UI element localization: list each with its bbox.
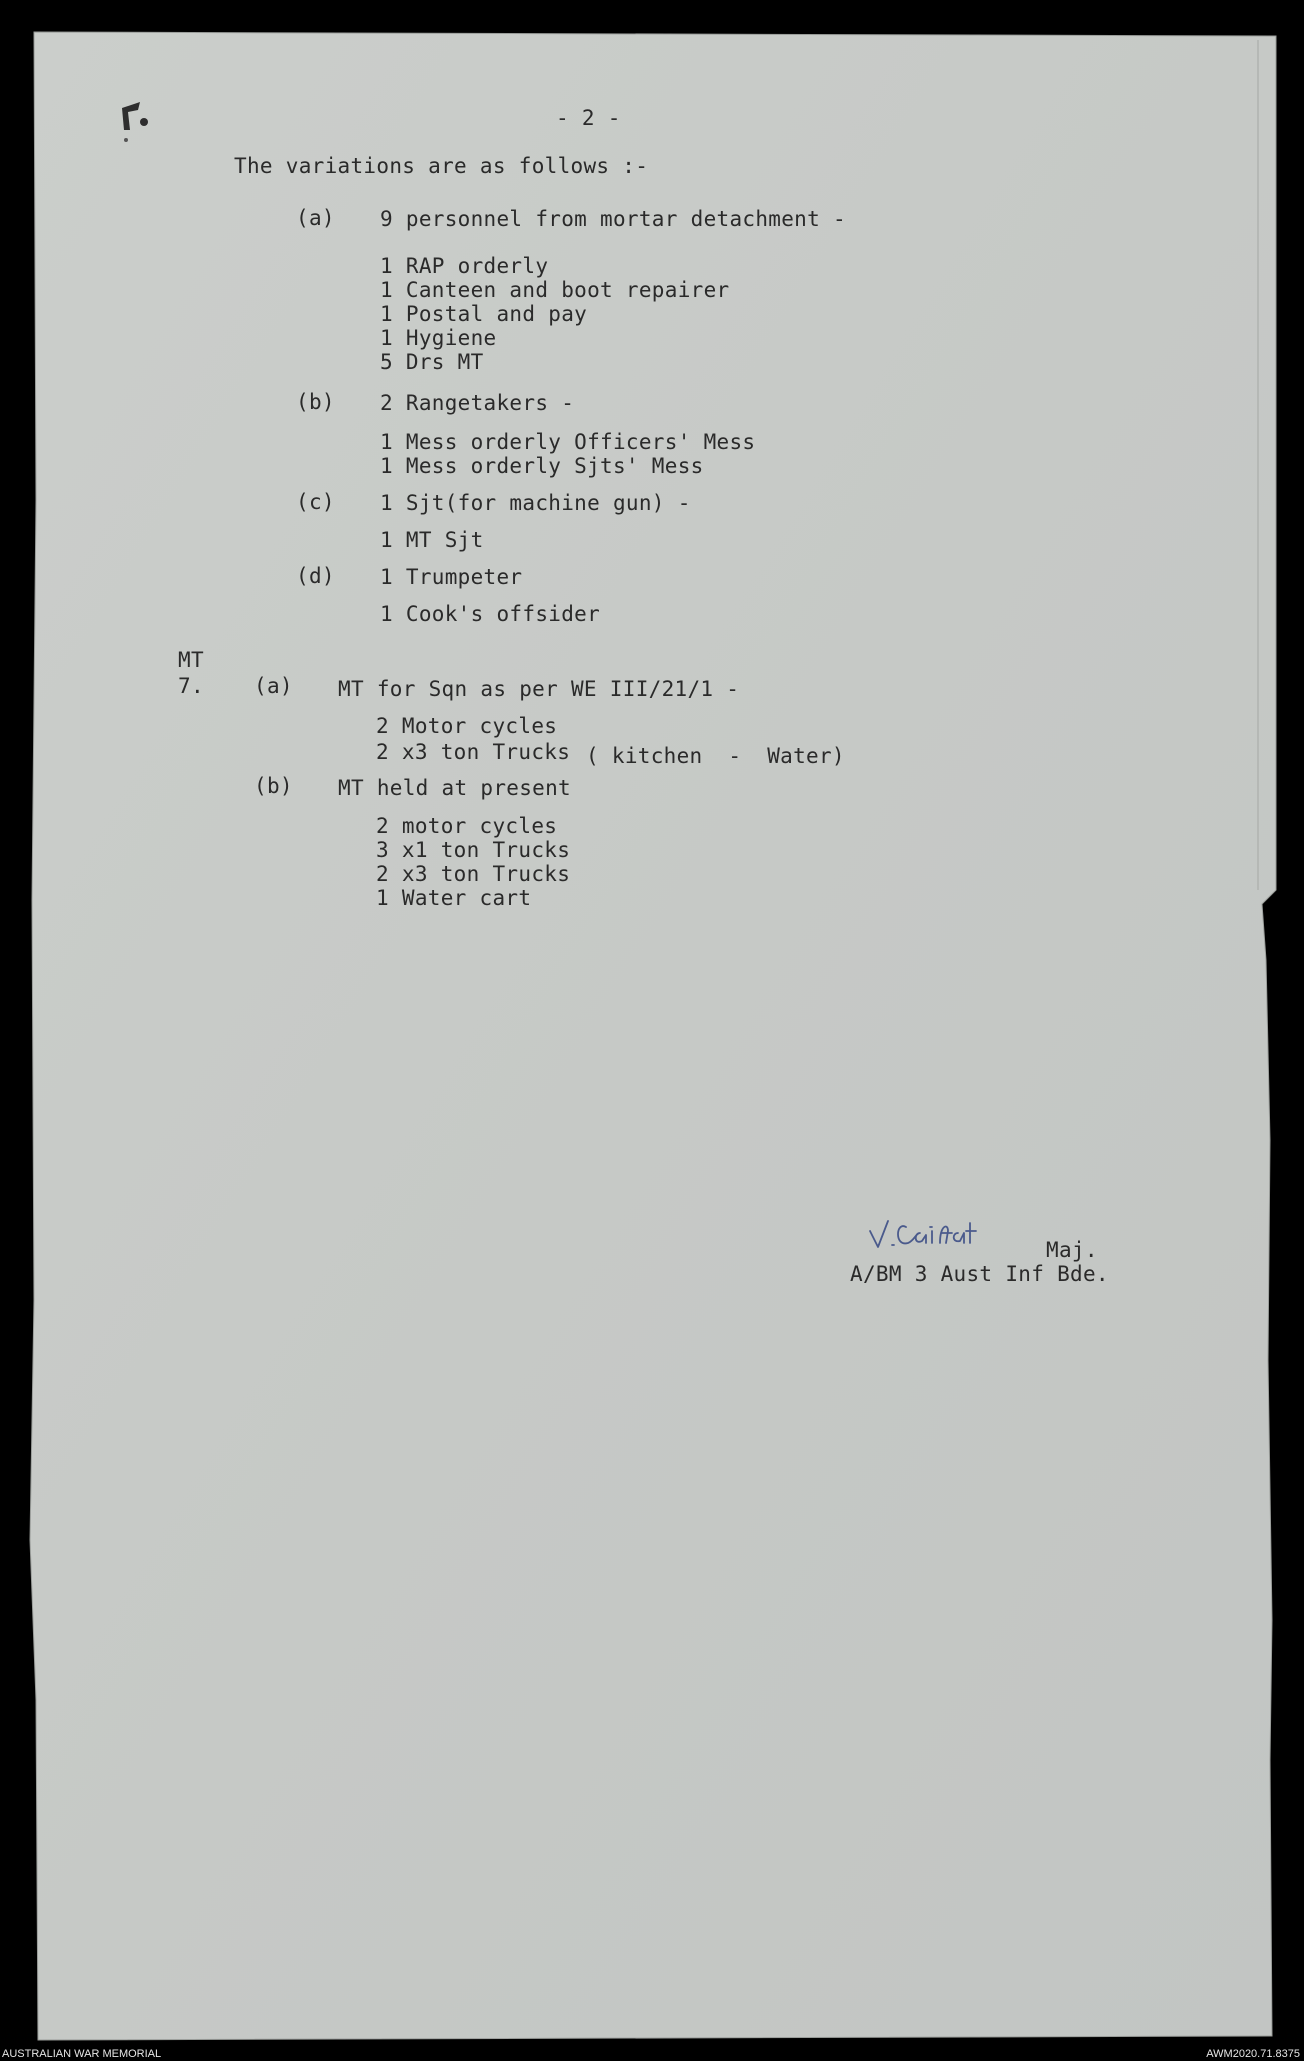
mt-b-item: 1 Water cart bbox=[376, 886, 532, 910]
section-a-item: 5 Drs MT bbox=[380, 350, 484, 374]
section-a-item: 1 Canteen and boot repairer bbox=[380, 278, 730, 302]
mt-a-label: (a) bbox=[254, 674, 293, 698]
mt-a-item: 2 x3 ton Trucks bbox=[376, 740, 571, 764]
footer-reference: AWM2020.71.8375 bbox=[1206, 2048, 1300, 2060]
paragraph-number: 7. bbox=[178, 674, 204, 698]
ink-annotation-mark bbox=[114, 96, 154, 146]
section-a-text: 9 personnel from mortar detachment - bbox=[380, 207, 846, 231]
mt-b-item: 2 motor cycles bbox=[376, 814, 558, 838]
section-c-label: (c) bbox=[296, 490, 335, 514]
signature-appointment: A/BM 3 Aust Inf Bde. bbox=[850, 1262, 1109, 1286]
section-a-item: 1 Postal and pay bbox=[380, 302, 588, 326]
section-d-label: (d) bbox=[296, 564, 335, 588]
section-a-label: (a) bbox=[296, 206, 335, 230]
mt-b-item: 3 x1 ton Trucks bbox=[376, 838, 571, 862]
section-a-item: 1 Hygiene bbox=[380, 326, 497, 350]
mt-b-label: (b) bbox=[254, 774, 293, 798]
section-b-label: (b) bbox=[296, 390, 335, 414]
intro-text: The variations are as follows :- bbox=[234, 154, 649, 178]
footer-source: AUSTRALIAN WAR MEMORIAL bbox=[2, 2048, 162, 2060]
mt-a-item: 2 Motor cycles bbox=[376, 714, 558, 738]
mt-b-text: MT held at present bbox=[338, 776, 571, 800]
page-number: - 2 - bbox=[556, 106, 621, 130]
section-b-item: 1 Mess orderly Sjts' Mess bbox=[380, 454, 704, 478]
section-d-item: 1 Cook's offsider bbox=[380, 602, 601, 626]
section-c-item: 1 MT Sjt bbox=[380, 528, 484, 552]
handwritten-signature bbox=[866, 1213, 1016, 1263]
signature-rank: Maj. bbox=[1046, 1238, 1098, 1262]
paper-sheet-outline bbox=[30, 32, 1276, 2040]
section-a-item: 1 RAP orderly bbox=[380, 254, 549, 278]
section-b-text: 2 Rangetakers - bbox=[380, 391, 575, 415]
section-b-item: 1 Mess orderly Officers' Mess bbox=[380, 430, 756, 454]
mt-a-text: MT for Sqn as per WE III/21/1 - bbox=[338, 677, 740, 701]
mt-b-item: 2 x3 ton Trucks bbox=[376, 862, 571, 886]
section-c-text: 1 Sjt(for machine gun) - bbox=[380, 491, 691, 515]
section-d-text: 1 Trumpeter bbox=[380, 565, 523, 589]
mt-a-note: ( kitchen - Water) bbox=[586, 744, 845, 768]
mt-heading: MT bbox=[178, 648, 204, 672]
